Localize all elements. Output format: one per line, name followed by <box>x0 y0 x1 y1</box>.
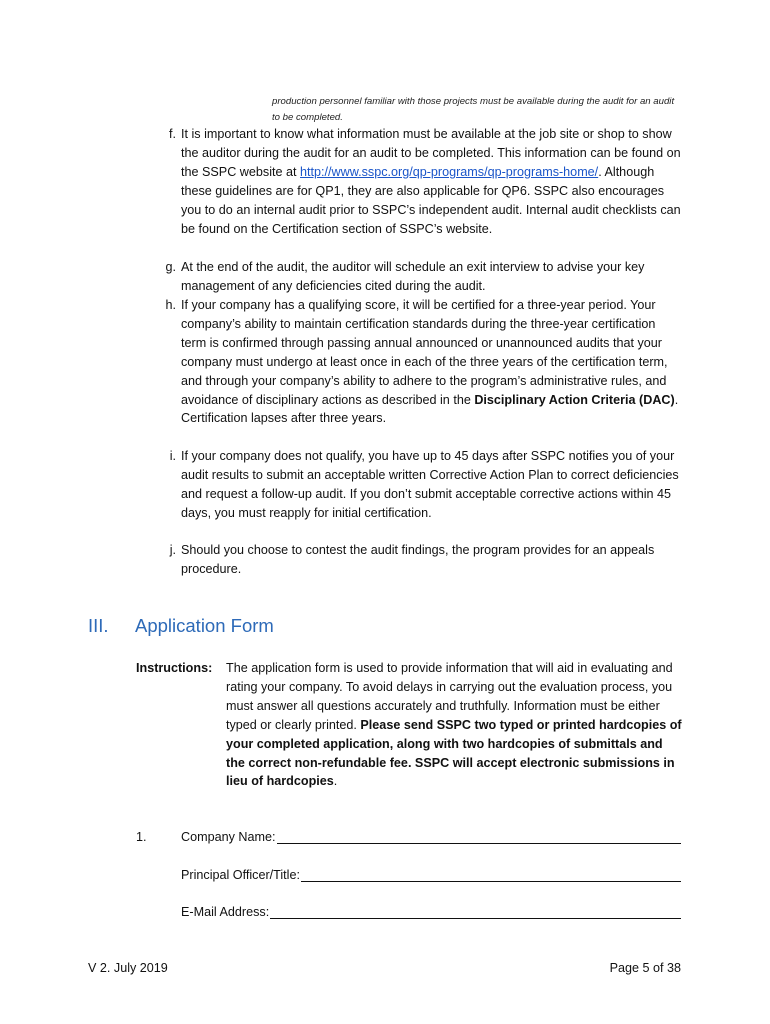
section-number: III. <box>88 615 109 636</box>
list-item-text: Should you choose to contest the audit findings, the program provides for an appeals procedure. <box>181 543 655 576</box>
list-item-text: If your company has a qualifying score, it will be certified for a three-year period. Your company’s ability to maintain certification standards during the three-year certification term is confirmed through passing annual announced or unannounced audits that your company must undergo at least once in each of the three years of the certification term, and through your company’s ability to adhere to the program’s administrative rules, and avoidance of disciplinary actions as described in the Disciplinary Action Criteria (DAC). Certification lapses after three years. <box>181 298 679 426</box>
list-item-j <box>156 541 681 579</box>
company-name-field[interactable] <box>181 830 681 844</box>
question-number: 1. <box>136 830 147 844</box>
instructions-text: The application form is used to provide information that will aid in evaluating and rating your company. To avoid delays in carrying out the evaluation process, you must answer all questions accurately and truthfully. Information must be either typed or clearly printed. Please send SSPC two typed or printed hardcopies of your completed application, along with two hardcopies of submittals and the correct non-refundable fee. SSPC will accept electronic submissions in lieu of hardcopies. <box>226 661 682 789</box>
list-marker: g. <box>165 260 176 274</box>
list-marker: j. <box>169 543 176 557</box>
list-item-i <box>156 447 681 523</box>
italic-note: production personnel familiar with those projects must be available during the audit for an audit to be completed. <box>272 96 675 123</box>
instructions-label: Instructions: <box>136 661 213 675</box>
company-name-input-line[interactable] <box>277 830 682 844</box>
principal-officer-input-line[interactable] <box>301 868 681 882</box>
list-item-f <box>156 125 681 238</box>
list-marker: i. <box>169 449 176 463</box>
principal-officer-field[interactable] <box>181 868 681 882</box>
instructions-bold-text: Please send SSPC two typed or printed hardcopies of your completed application, along with two hardcopies of submittals and the correct non-refundable fee. SSPC will accept electronic submissions in lieu of hardcopies <box>226 717 682 789</box>
email-address-input-line[interactable] <box>270 905 681 919</box>
list-item-g <box>156 258 681 296</box>
list-item-text: If your company does not qualify, you have up to 45 days after SSPC notifies you of your audit results to submit an acceptable written Corrective Action Plan to correct deficiencies and request a follow-up audit. If you don’t submit acceptable corrective actions within 45 days, you must reapply for initial certification. <box>181 449 679 520</box>
section-title: Application Form <box>135 615 274 636</box>
instructions-block <box>136 659 682 791</box>
email-address-field[interactable] <box>181 905 681 919</box>
email-address-label: E-Mail Address: <box>181 905 270 919</box>
section-heading <box>88 615 274 637</box>
list-item-text: It is important to know what information must be available at the job site or shop to show the auditor during the audit for an audit to be completed. This information can be found on the SSPC website at http://www.sspc.org/qp-programs/qp-programs-home/. Although these guidelines are for QP1, they are also applicable for QP6. SSPC also encourages you to do an internal audit prior to SSPC’s independent audit. Internal audit checklists can be found on the Certification section of SSPC’s website. <box>181 127 681 236</box>
list-item-text: At the end of the audit, the auditor will schedule an exit interview to advise your key management of any deficiencies cited during the audit. <box>181 260 645 293</box>
footer-version: V 2. July 2019 <box>88 961 168 975</box>
dac-reference: Disciplinary Action Criteria (DAC) <box>474 392 675 407</box>
company-name-label: Company Name: <box>181 830 276 844</box>
sspc-qp-programs-link[interactable]: http://www.sspc.org/qp-programs/qp-programs-home/ <box>300 164 599 179</box>
principal-officer-label: Principal Officer/Title: <box>181 868 300 882</box>
list-item-h <box>156 296 681 428</box>
list-marker: f. <box>169 127 176 141</box>
footer-page-number: Page 5 of 38 <box>609 961 681 975</box>
list-marker: h. <box>165 298 176 312</box>
